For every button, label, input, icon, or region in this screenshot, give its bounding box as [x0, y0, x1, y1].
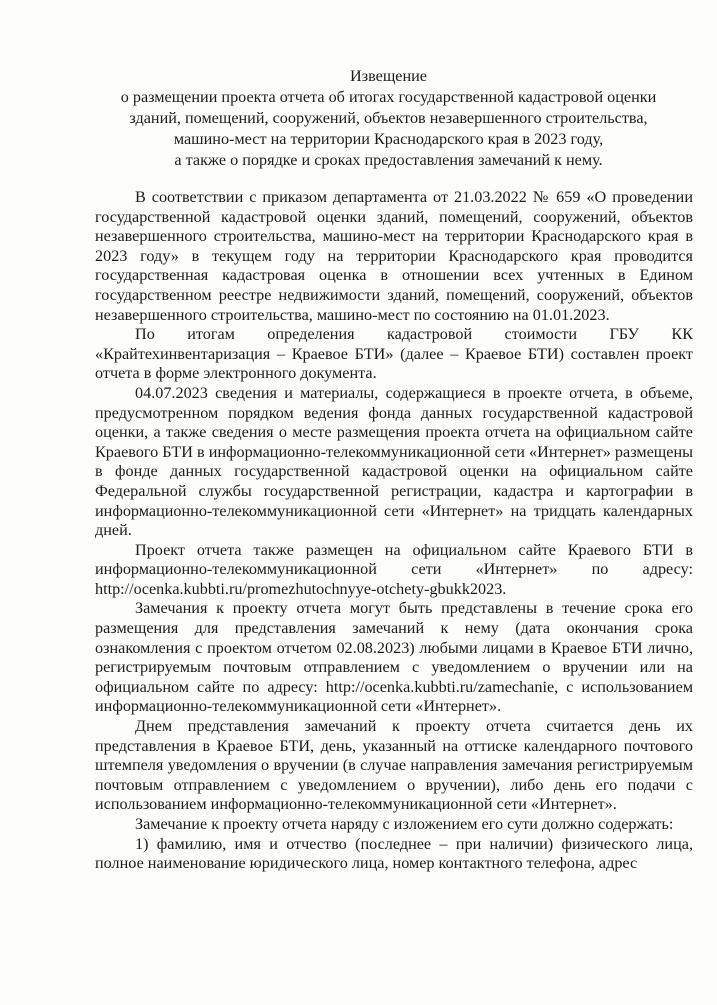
paragraph-remark-contents: Замечание к проекту отчета наряду с изложением его сути должно содержать: — [135, 815, 674, 833]
notice-subtitle-line: а также о порядке и сроках предоставления замечаний к нему. — [174, 151, 603, 169]
notice-subtitle-line: о размещении проекта отчета об итогах государственной кадастровой оценки — [120, 88, 657, 106]
paragraph-submission-date: Днем представления замечаний к проекту отчета считается день их представления в Краевое БТИ, день, указанный на оттиске календарного почтового штемпеля уведомления о вручении (в случае направления замечания регистрируемым почтовым отправлением с уведомлением о вручении), либо день его подачи с использованием информационно-телекоммуникационной сети «Интернет». — [95, 717, 693, 814]
notice-title: Извещение — [350, 67, 427, 85]
notice-body — [95, 188, 693, 874]
notice-subtitle-line: зданий, помещений, сооружений, объектов незавершенного строительства, — [129, 109, 648, 127]
paragraph-remarks-submission: Замечания к проекту отчета могут быть представлены в течение срока его размещения для представления замечаний к нему (дата окончания срока ознакомления с проектом отчетом 02.08.2023) любыми лицами в Краевое БТИ лично, регистрируемым почтовым отправлением с уведомлением о вручении или на официальном сайте по адресу: http://ocenka.kubbti.ru/zamechanie, с использованием информационно-телекоммуникационной сети «Интернет». — [95, 599, 693, 716]
paragraph-site-address: Проект отчета также размещен на официальном сайте Краевого БТИ в информационно-телекоммуникационной сети «Интернет» по адресу: http://ocenka.kubbti.ru/promezhutochnyye-otchety-gbukk2023. — [95, 540, 693, 598]
paragraph-publication: 04.07.2023 сведения и материалы, содержащиеся в проекте отчета, в объеме, предусмотренном порядком ведения фонда данных государственной кадастровой оценки, а также сведения о месте размещения проекта отчета на официальном сайте Краевого БТИ в информационно-телекоммуникационной сети «Интернет» размещены в фонде данных государственной кадастровой оценки на официальном сайте Федеральной службы государственной регистрации, кадастра и картографии в информационно-телекоммуникационной сети «Интернет» на тридцать календарных дней. — [95, 383, 693, 540]
paragraph-item-1: 1) фамилию, имя и отчество (последнее – при наличии) физического лица, полное наименование юридического лица, номер контактного телефона, адрес — [95, 834, 693, 873]
notice-subtitle-line: машино-мест на территории Краснодарского края в 2023 году, — [173, 130, 604, 148]
notice-header — [60, 66, 717, 171]
paragraph-report-draft: По итогам определения кадастровой стоимости ГБУ КК «Крайтехинвентаризация – Краевое БТИ» (далее – Краевое БТИ) составлен проект отчета в форме электронного документа. — [95, 325, 693, 383]
paragraph-order-reference: В соответствии с приказом департамента от 21.03.2022 № 659 «О проведении государственной кадастровой оценки зданий, помещений, сооружений, объектов незавершенного строительства, машино-мест на территории Краснодарского края в 2023 году» в текущем году на территории Краснодарского края проводится государственная кадастровая оценка в отношении всех учтенных в Едином государственном реестре недвижимости зданий, помещений, сооружений, объектов незавершенного строительства, машино-мест по состоянию на 01.01.2023. — [95, 188, 693, 324]
